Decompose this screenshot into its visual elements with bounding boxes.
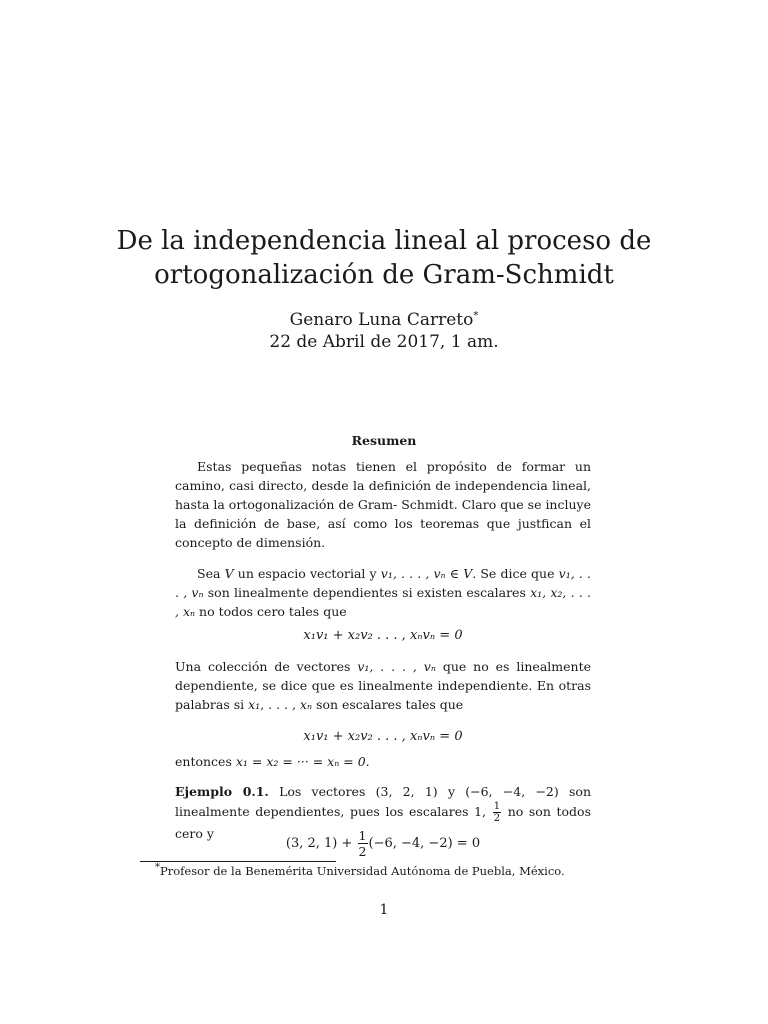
paragraph-definition-independence: Una colección de vectores v₁, . . . , vₙ que no es linealmente dependiente, se dice que es linealmente independiente. En otras palabras si x₁, . . . , xₙ son escalares tales que [175,659,591,712]
footnote-text: Profesor de la Benemérita Universidad Autónoma de Puebla, México. [160,864,565,878]
author [0,310,768,330]
author-footnote-mark: * [473,310,479,322]
abstract-text: Estas pequeñas notas tienen el propósito de formar un camino, casi directo, desde la definición de independencia lineal, hasta la ortogonalización de Gram- Schmidt. Claro que se incluye la definición de base, así como los teoremas que justfican el concepto de dimensión. [175,459,591,550]
equation-1: x₁v₁ + x₂v₂ . . . , xₙvₙ = 0 [303,628,463,643]
footnote-mark: * [155,862,160,874]
author-name: Genaro Luna Carreto [289,310,474,330]
fraction-one-half: $\frac{1}{2}$ [493,801,501,824]
date: 22 de Abril de 2017, 1 am. [269,332,499,352]
title-line-1: De la independencia lineal al proceso de [116,226,652,256]
paper-title [110,224,658,292]
example-label: Ejemplo 0.1. [175,784,269,799]
title-line-2: ortogonalización de Gram-Schmidt [154,260,614,290]
footnote [155,864,565,878]
paragraph-conclusion: entonces x₁ = x₂ = ··· = xₙ = 0. [175,754,370,769]
paragraph-definition-dependence: Sea V un espacio vectorial y v₁, . . . , vₙ ∈ V. Se dice que v₁, . . . , vₙ son linealmente dependientes si existen escalares x₁, x₂, . . . , xₙ no todos cero tales que [175,566,591,619]
equation-3: (3, 2, 1) + $\frac{1}{2}$ (−6, −4, −2) = 0 [285,828,481,859]
fraction-one-half-display: $\frac{1}{2}$ [358,828,367,859]
abstract-heading: Resumen [351,433,417,448]
footnote-rule [140,861,336,862]
example-0-1: Ejemplo 0.1. Los vectores (3, 2, 1) y (−6, −4, −2) son linealmente dependientes, pues los escalares 1, $\frac{1}{2}$ no son todos cero y [175,784,591,841]
equation-2: x₁v₁ + x₂v₂ . . . , xₙvₙ = 0 [303,729,463,744]
page-number: 1 [379,902,389,918]
